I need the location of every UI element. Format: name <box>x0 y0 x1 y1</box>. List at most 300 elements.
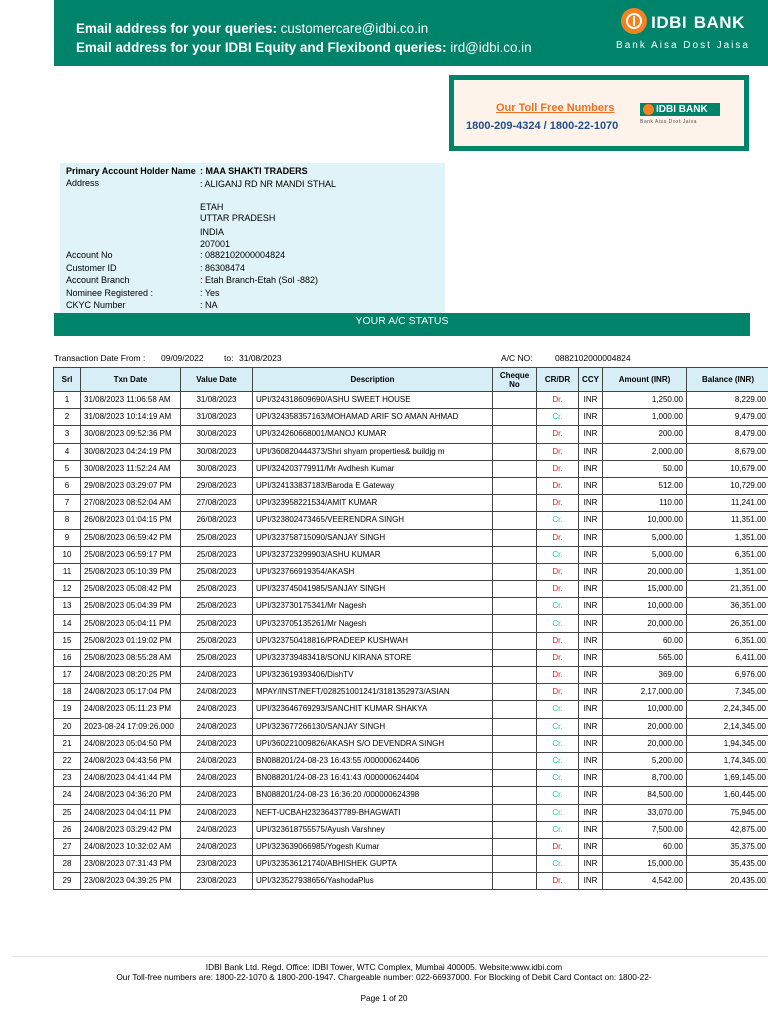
cell-description: BN088201/24-08-23 16:43:55 /000000624406 <box>253 752 493 769</box>
cell-description: UPI/323639066985/Yogesh Kumar <box>253 838 493 855</box>
cell-srl: 25 <box>54 804 81 821</box>
cell-amount: 110.00 <box>603 495 687 512</box>
cell-txn-date: 30/08/2023 04:24:19 PM <box>81 443 181 460</box>
cell-value-date: 23/08/2023 <box>181 856 253 873</box>
cell-value-date: 24/08/2023 <box>181 752 253 769</box>
cell-ccy: INR <box>579 615 603 632</box>
cell-value-date: 25/08/2023 <box>181 563 253 580</box>
table-header-row <box>54 368 768 392</box>
address-line-3: UTTAR PRADESH <box>200 213 276 223</box>
table-row <box>54 838 768 855</box>
cell-amount: 15,000.00 <box>603 856 687 873</box>
toll-free-banner <box>449 75 749 151</box>
cell-amount: 7,500.00 <box>603 821 687 838</box>
table-row <box>54 598 768 615</box>
cell-txn-date: 25/08/2023 05:08:42 PM <box>81 581 181 598</box>
cell-ccy: INR <box>579 546 603 563</box>
table-row <box>54 581 768 598</box>
cell-txn-date: 24/08/2023 05:04:50 PM <box>81 735 181 752</box>
cell-balance: 6,351.00 <box>687 546 768 563</box>
cell-description: UPI/323758715090/SANJAY SINGH <box>253 529 493 546</box>
txn-from-label: Transaction Date From : <box>54 353 146 363</box>
cell-description: UPI/323958221534/AMIT KUMAR <box>253 495 493 512</box>
cell-crdr: Cr. <box>537 856 579 873</box>
cell-amount: 60.00 <box>603 838 687 855</box>
cell-ccy: INR <box>579 873 603 890</box>
table-row <box>54 856 768 873</box>
cell-txn-date: 25/08/2023 05:10:39 PM <box>81 563 181 580</box>
cell-balance: 1,60,445.00 <box>687 787 768 804</box>
cell-description: UPI/324318609690/ASHU SWEET HOUSE <box>253 392 493 409</box>
table-row <box>54 409 768 426</box>
customer-id-value: : 86308474 <box>200 263 246 273</box>
cell-srl: 17 <box>54 667 81 684</box>
cell-description: UPI/323527938656/YashodaPlus <box>253 873 493 890</box>
cell-crdr: Dr. <box>537 460 579 477</box>
cell-cheque-no <box>493 770 537 787</box>
cell-balance: 9,479.00 <box>687 409 768 426</box>
cell-value-date: 25/08/2023 <box>181 529 253 546</box>
bank-logo <box>608 8 758 60</box>
cell-value-date: 24/08/2023 <box>181 838 253 855</box>
cell-amount: 10,000.00 <box>603 598 687 615</box>
cell-balance: 6,976.00 <box>687 667 768 684</box>
cell-amount: 10,000.00 <box>603 701 687 718</box>
cell-srl: 16 <box>54 649 81 666</box>
cell-ccy: INR <box>579 392 603 409</box>
cell-crdr: Cr. <box>537 821 579 838</box>
cell-ccy: INR <box>579 563 603 580</box>
cell-txn-date: 24/08/2023 04:04:11 PM <box>81 804 181 821</box>
cell-txn-date: 29/08/2023 03:29:07 PM <box>81 477 181 494</box>
table-row <box>54 615 768 632</box>
cell-crdr: Dr. <box>537 529 579 546</box>
customer-id-label: Customer ID <box>66 263 117 273</box>
table-row <box>54 546 768 563</box>
cell-value-date: 30/08/2023 <box>181 460 253 477</box>
cell-cheque-no <box>493 701 537 718</box>
cell-srl: 19 <box>54 701 81 718</box>
table-row <box>54 873 768 890</box>
cell-value-date: 29/08/2023 <box>181 477 253 494</box>
cell-cheque-no <box>493 443 537 460</box>
cell-description: UPI/323730175341/Mr Nagesh <box>253 598 493 615</box>
cell-ccy: INR <box>579 838 603 855</box>
cell-description: UPI/323646769293/SANCHIT KUMAR SHAKYA <box>253 701 493 718</box>
cell-srl: 14 <box>54 615 81 632</box>
cell-cheque-no <box>493 718 537 735</box>
cell-ccy: INR <box>579 649 603 666</box>
cell-srl: 26 <box>54 821 81 838</box>
cell-amount: 5,200.00 <box>603 752 687 769</box>
acno-value: 0882102000004824 <box>555 353 631 363</box>
cell-srl: 9 <box>54 529 81 546</box>
cell-amount: 4,542.00 <box>603 873 687 890</box>
cell-description: UPI/323766919354/AKASH <box>253 563 493 580</box>
table-row <box>54 392 768 409</box>
cell-cheque-no <box>493 752 537 769</box>
table-row <box>54 667 768 684</box>
cell-balance: 42,875.00 <box>687 821 768 838</box>
cell-amount: 20,000.00 <box>603 615 687 632</box>
cell-amount: 8,700.00 <box>603 770 687 787</box>
cell-balance: 8,229.00 <box>687 392 768 409</box>
cell-balance: 7,345.00 <box>687 684 768 701</box>
cell-balance: 35,435.00 <box>687 856 768 873</box>
table-row <box>54 426 768 443</box>
cell-srl: 2 <box>54 409 81 426</box>
account-details-panel <box>60 163 445 313</box>
cell-cheque-no <box>493 546 537 563</box>
cell-srl: 28 <box>54 856 81 873</box>
cell-crdr: Cr. <box>537 752 579 769</box>
cell-balance: 1,351.00 <box>687 563 768 580</box>
address-line-4: INDIA <box>200 227 225 237</box>
cell-txn-date: 23/08/2023 07:31:43 PM <box>81 856 181 873</box>
cell-balance: 1,351.00 <box>687 529 768 546</box>
holder-value: : MAA SHAKTI TRADERS <box>200 166 308 176</box>
cell-srl: 5 <box>54 460 81 477</box>
txn-from-value: 09/09/2022 <box>161 353 204 363</box>
address-line-1: : ALIGANJ RD NR MANDI STHAL <box>200 179 337 189</box>
cell-balance: 1,94,345.00 <box>687 735 768 752</box>
toll-free-brand-logo: IDBI BANK Bank Aisa Dost Jaisa <box>640 103 720 125</box>
brand-name: IDBI BANK <box>651 13 745 32</box>
cell-cheque-no <box>493 684 537 701</box>
cell-description: UPI/323677266130/SANJAY SINGH <box>253 718 493 735</box>
cell-balance: 11,351.00 <box>687 512 768 529</box>
cell-cheque-no <box>493 563 537 580</box>
cell-srl: 6 <box>54 477 81 494</box>
cell-ccy: INR <box>579 856 603 873</box>
cell-ccy: INR <box>579 735 603 752</box>
cell-ccy: INR <box>579 804 603 821</box>
cell-description: UPI/323619393406/DishTV <box>253 667 493 684</box>
cell-value-date: 31/08/2023 <box>181 409 253 426</box>
cell-balance: 1,74,345.00 <box>687 752 768 769</box>
cell-description: UPI/323745041985/SANJAY SINGH <box>253 581 493 598</box>
cell-crdr: Dr. <box>537 838 579 855</box>
cell-description: UPI/324133837183/Baroda E Gateway <box>253 477 493 494</box>
cell-amount: 20,000.00 <box>603 735 687 752</box>
cell-srl: 22 <box>54 752 81 769</box>
cell-amount: 200.00 <box>603 426 687 443</box>
address-line-2: ETAH <box>200 202 224 212</box>
cell-srl: 10 <box>54 546 81 563</box>
cell-ccy: INR <box>579 460 603 477</box>
page-number: Page 1 of 20 <box>360 993 408 1003</box>
transactions-table <box>53 367 768 890</box>
cell-crdr: Dr. <box>537 443 579 460</box>
cell-cheque-no <box>493 392 537 409</box>
cell-ccy: INR <box>579 684 603 701</box>
col-crdr: CR/DR <box>537 368 579 392</box>
cell-ccy: INR <box>579 821 603 838</box>
cell-amount: 565.00 <box>603 649 687 666</box>
footer-regd-office: IDBI Bank Ltd. Regd. Office: IDBI Tower, WTC Complex, Mumbai 400005. Website:www.idbi.com <box>205 962 563 972</box>
cell-ccy: INR <box>579 718 603 735</box>
cell-value-date: 24/08/2023 <box>181 821 253 838</box>
cell-value-date: 30/08/2023 <box>181 426 253 443</box>
toll-free-title: Our Toll Free Numbers <box>496 102 615 114</box>
cell-txn-date: 24/08/2023 05:11:23 PM <box>81 701 181 718</box>
cell-cheque-no <box>493 409 537 426</box>
cell-ccy: INR <box>579 667 603 684</box>
cell-amount: 2,17,000.00 <box>603 684 687 701</box>
table-row <box>54 443 768 460</box>
cell-balance: 10,679.00 <box>687 460 768 477</box>
cell-srl: 4 <box>54 443 81 460</box>
cell-description: UPI/323750418816/PRADEEP KUSHWAH <box>253 632 493 649</box>
cell-value-date: 23/08/2023 <box>181 873 253 890</box>
cell-balance: 36,351.00 <box>687 598 768 615</box>
cell-value-date: 24/08/2023 <box>181 770 253 787</box>
col-balance: Balance (INR) <box>687 368 768 392</box>
cell-crdr: Cr. <box>537 598 579 615</box>
cell-description: UPI/323802473465/VEERENDRA SINGH <box>253 512 493 529</box>
cell-balance: 6,351.00 <box>687 632 768 649</box>
account-no-label: Account No <box>66 250 113 260</box>
cell-cheque-no <box>493 495 537 512</box>
cell-txn-date: 24/08/2023 05:17:04 PM <box>81 684 181 701</box>
cell-value-date: 26/08/2023 <box>181 512 253 529</box>
table-row <box>54 804 768 821</box>
cell-cheque-no <box>493 856 537 873</box>
cell-value-date: 24/08/2023 <box>181 718 253 735</box>
cell-crdr: Dr. <box>537 873 579 890</box>
cell-cheque-no <box>493 821 537 838</box>
cell-value-date: 24/08/2023 <box>181 701 253 718</box>
table-row <box>54 735 768 752</box>
cell-balance: 6,411.00 <box>687 649 768 666</box>
cell-amount: 1,250.00 <box>603 392 687 409</box>
cell-crdr: Cr. <box>537 770 579 787</box>
cell-txn-date: 30/08/2023 11:52:24 AM <box>81 460 181 477</box>
cell-ccy: INR <box>579 581 603 598</box>
cell-srl: 7 <box>54 495 81 512</box>
cell-description: BN088201/24-08-23 16:41:43 /000000624404 <box>253 770 493 787</box>
nominee-value: : Yes <box>200 288 220 298</box>
equity-email-line <box>76 40 532 55</box>
cell-txn-date: 27/08/2023 08:52:04 AM <box>81 495 181 512</box>
cell-ccy: INR <box>579 770 603 787</box>
cell-srl: 12 <box>54 581 81 598</box>
col-srl: Srl <box>54 368 81 392</box>
table-row <box>54 821 768 838</box>
cell-amount: 20,000.00 <box>603 718 687 735</box>
table-body <box>54 392 768 890</box>
cell-ccy: INR <box>579 752 603 769</box>
cell-txn-date: 25/08/2023 06:59:17 PM <box>81 546 181 563</box>
cell-amount: 50.00 <box>603 460 687 477</box>
cell-value-date: 27/08/2023 <box>181 495 253 512</box>
cell-crdr: Dr. <box>537 426 579 443</box>
cell-crdr: Cr. <box>537 735 579 752</box>
cell-srl: 23 <box>54 770 81 787</box>
cell-txn-date: 23/08/2023 04:39:25 PM <box>81 873 181 890</box>
cell-amount: 84,500.00 <box>603 787 687 804</box>
cell-crdr: Cr. <box>537 804 579 821</box>
cell-txn-date: 24/08/2023 08:20:25 PM <box>81 667 181 684</box>
account-status-bar: YOUR A/C STATUS <box>54 313 750 336</box>
footer-divider <box>12 956 768 957</box>
cell-cheque-no <box>493 615 537 632</box>
cell-amount: 33,070.00 <box>603 804 687 821</box>
cell-ccy: INR <box>579 529 603 546</box>
cell-amount: 20,000.00 <box>603 563 687 580</box>
col-cheque-no: Cheque No <box>493 368 537 392</box>
cell-srl: 3 <box>54 426 81 443</box>
cell-srl: 27 <box>54 838 81 855</box>
queries-email-label: Email address for your queries: <box>76 21 277 36</box>
cell-txn-date: 26/08/2023 01:04:15 PM <box>81 512 181 529</box>
cell-cheque-no <box>493 529 537 546</box>
cell-balance: 11,241.00 <box>687 495 768 512</box>
cell-srl: 18 <box>54 684 81 701</box>
cell-cheque-no <box>493 598 537 615</box>
cell-value-date: 24/08/2023 <box>181 804 253 821</box>
cell-value-date: 25/08/2023 <box>181 598 253 615</box>
branch-value: : Etah Branch-Etah (Sol -882) <box>200 275 319 285</box>
cell-srl: 24 <box>54 787 81 804</box>
cell-crdr: Cr. <box>537 718 579 735</box>
cell-description: UPI/323739483418/SONU KIRANA STORE <box>253 649 493 666</box>
cell-txn-date: 25/08/2023 01:19:02 PM <box>81 632 181 649</box>
cell-cheque-no <box>493 632 537 649</box>
cell-crdr: Cr. <box>537 787 579 804</box>
table-row <box>54 770 768 787</box>
nominee-label: Nominee Registered : <box>66 288 154 298</box>
cell-amount: 369.00 <box>603 667 687 684</box>
cell-txn-date: 25/08/2023 08:55:28 AM <box>81 649 181 666</box>
header-band <box>54 0 768 66</box>
cell-txn-date: 25/08/2023 06:59:42 PM <box>81 529 181 546</box>
ckyc-value: : NA <box>200 300 218 310</box>
cell-cheque-no <box>493 426 537 443</box>
cell-balance: 26,351.00 <box>687 615 768 632</box>
cell-value-date: 25/08/2023 <box>181 649 253 666</box>
cell-amount: 5,000.00 <box>603 529 687 546</box>
cell-amount: 2,000.00 <box>603 443 687 460</box>
table-row <box>54 701 768 718</box>
cell-crdr: Dr. <box>537 477 579 494</box>
address-line-5: 207001 <box>200 239 231 249</box>
queries-email-value[interactable]: customercare@idbi.co.in <box>276 21 429 36</box>
cell-ccy: INR <box>579 701 603 718</box>
cell-value-date: 25/08/2023 <box>181 632 253 649</box>
txn-to-value: 31/08/2023 <box>239 353 282 363</box>
cell-ccy: INR <box>579 426 603 443</box>
footer-tollfree: Our Toll-free numbers are: 1800-22-1070 & 1800-200-1947. Chargeable number: 022-66937000. For Blocking of Debit Card Contact on: 1800-22- <box>116 972 652 982</box>
cell-value-date: 31/08/2023 <box>181 392 253 409</box>
cell-value-date: 24/08/2023 <box>181 787 253 804</box>
cell-crdr: Dr. <box>537 581 579 598</box>
branch-label: Account Branch <box>66 275 130 285</box>
cell-ccy: INR <box>579 632 603 649</box>
cell-cheque-no <box>493 804 537 821</box>
cell-cheque-no <box>493 512 537 529</box>
idbi-emblem-icon <box>621 8 647 34</box>
cell-cheque-no <box>493 873 537 890</box>
cell-crdr: Dr. <box>537 649 579 666</box>
ckyc-label: CKYC Number <box>66 300 126 310</box>
cell-description: UPI/323618755575/Ayush Varshney <box>253 821 493 838</box>
cell-txn-date: 30/08/2023 09:52:36 PM <box>81 426 181 443</box>
table-row <box>54 718 768 735</box>
txn-to-label: to: <box>224 353 234 363</box>
table-row <box>54 495 768 512</box>
cell-cheque-no <box>493 477 537 494</box>
cell-txn-date: 31/08/2023 11:06:58 AM <box>81 392 181 409</box>
table-row <box>54 649 768 666</box>
cell-txn-date: 24/08/2023 03:29:42 PM <box>81 821 181 838</box>
cell-balance: 35,375.00 <box>687 838 768 855</box>
table-row <box>54 529 768 546</box>
col-txn-date: Txn Date <box>81 368 181 392</box>
cell-crdr: Cr. <box>537 546 579 563</box>
cell-ccy: INR <box>579 409 603 426</box>
cell-crdr: Cr. <box>537 701 579 718</box>
cell-balance: 2,24,345.00 <box>687 701 768 718</box>
cell-description: UPI/360820444373/Shri shyam properties& buildjg m <box>253 443 493 460</box>
table-row <box>54 684 768 701</box>
cell-value-date: 24/08/2023 <box>181 735 253 752</box>
cell-srl: 20 <box>54 718 81 735</box>
cell-cheque-no <box>493 735 537 752</box>
cell-value-date: 24/08/2023 <box>181 684 253 701</box>
cell-txn-date: 24/08/2023 04:43:56 PM <box>81 752 181 769</box>
cell-description: UPI/323705135261/Mr Nagesh <box>253 615 493 632</box>
cell-txn-date: 24/08/2023 04:41:44 PM <box>81 770 181 787</box>
address-label: Address <box>66 178 100 188</box>
cell-srl: 1 <box>54 392 81 409</box>
queries-email-line <box>76 21 428 36</box>
cell-ccy: INR <box>579 787 603 804</box>
cell-value-date: 24/08/2023 <box>181 667 253 684</box>
cell-description: UPI/324260668001/MANOJ KUMAR <box>253 426 493 443</box>
cell-srl: 21 <box>54 735 81 752</box>
cell-crdr: Cr. <box>537 512 579 529</box>
cell-cheque-no <box>493 581 537 598</box>
cell-txn-date: 2023-08-24 17:09:26.000 <box>81 718 181 735</box>
cell-amount: 5,000.00 <box>603 546 687 563</box>
cell-txn-date: 25/08/2023 05:04:11 PM <box>81 615 181 632</box>
cell-value-date: 25/08/2023 <box>181 581 253 598</box>
cell-crdr: Dr. <box>537 392 579 409</box>
cell-crdr: Dr. <box>537 495 579 512</box>
table-row <box>54 632 768 649</box>
cell-value-date: 25/08/2023 <box>181 546 253 563</box>
cell-ccy: INR <box>579 598 603 615</box>
cell-crdr: Cr. <box>537 615 579 632</box>
col-amount: Amount (INR) <box>603 368 687 392</box>
table-row <box>54 460 768 477</box>
cell-ccy: INR <box>579 477 603 494</box>
cell-amount: 10,000.00 <box>603 512 687 529</box>
cell-ccy: INR <box>579 495 603 512</box>
cell-crdr: Dr. <box>537 563 579 580</box>
table-row <box>54 512 768 529</box>
table-row <box>54 477 768 494</box>
cell-description: UPI/324358357163/MOHAMAD ARIF SO AMAN AHMAD <box>253 409 493 426</box>
col-value-date: Value Date <box>181 368 253 392</box>
cell-ccy: INR <box>579 443 603 460</box>
account-no-value: : 0882102000004824 <box>200 250 286 260</box>
equity-email-value[interactable]: ird@idbi.co.in <box>446 40 532 55</box>
cell-balance: 75,945.00 <box>687 804 768 821</box>
cell-srl: 13 <box>54 598 81 615</box>
cell-crdr: Dr. <box>537 684 579 701</box>
